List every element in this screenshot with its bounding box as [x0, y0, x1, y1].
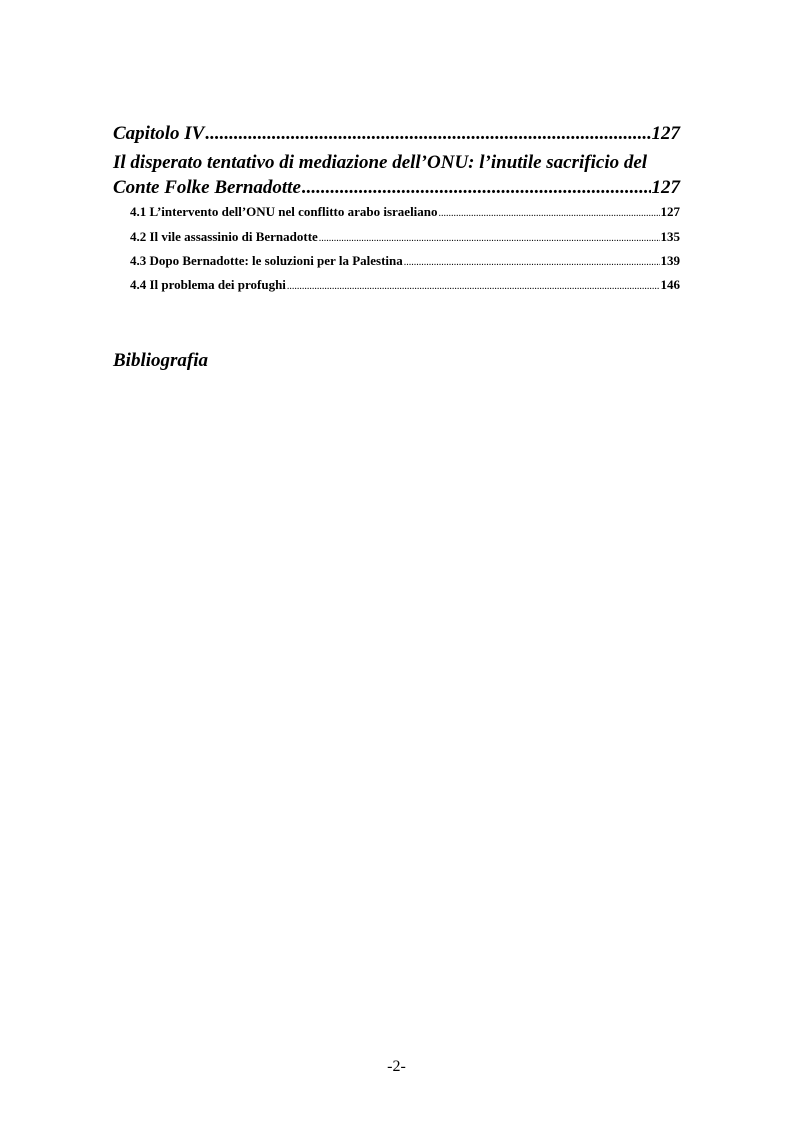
toc-section-page: 135: [660, 229, 680, 244]
toc-section-label: 4.4 Il problema dei profughi: [130, 277, 286, 292]
toc-chapter-label: Capitolo IV: [113, 123, 205, 144]
toc-chapter-title-line1: Il disperato tentativo di mediazione dell’ONU: l’inutile sacrificio del: [113, 152, 648, 173]
toc-section-label: 4.1 L’intervento dell’ONU nel conflitto arabo israeliano: [130, 204, 438, 219]
toc-section-label: 4.3 Dopo Bernadotte: le soluzioni per la Palestina: [130, 253, 403, 268]
page-number: -2-: [387, 1058, 406, 1075]
toc-entry-section[interactable]: [130, 276, 680, 295]
toc-section-page: 127: [660, 204, 680, 219]
toc-chapter-title-page: 127: [651, 177, 680, 198]
toc-section-page: 146: [660, 277, 680, 292]
toc-chapter-title-line2: Conte Folke Bernadotte: [113, 177, 301, 198]
dot-leader: [439, 205, 660, 222]
toc-entry-section[interactable]: [130, 203, 680, 222]
toc-section-page: 139: [660, 253, 680, 268]
dot-leader: [287, 278, 660, 295]
toc-chapter-page: 127: [651, 123, 680, 144]
toc-section-label: 4.2 Il vile assassinio di Bernadotte: [130, 229, 318, 244]
toc-entry-bibliography[interactable]: Bibliografia: [113, 350, 209, 371]
toc-entry-chapter-title[interactable]: [113, 150, 680, 200]
dot-leader: [302, 175, 651, 200]
toc-entry-chapter[interactable]: [113, 121, 680, 146]
toc-entry-section[interactable]: [130, 252, 680, 271]
dot-leader: [319, 230, 660, 247]
dot-leader: [404, 254, 660, 271]
toc-entry-section[interactable]: [130, 228, 680, 247]
dot-leader: [205, 121, 650, 146]
